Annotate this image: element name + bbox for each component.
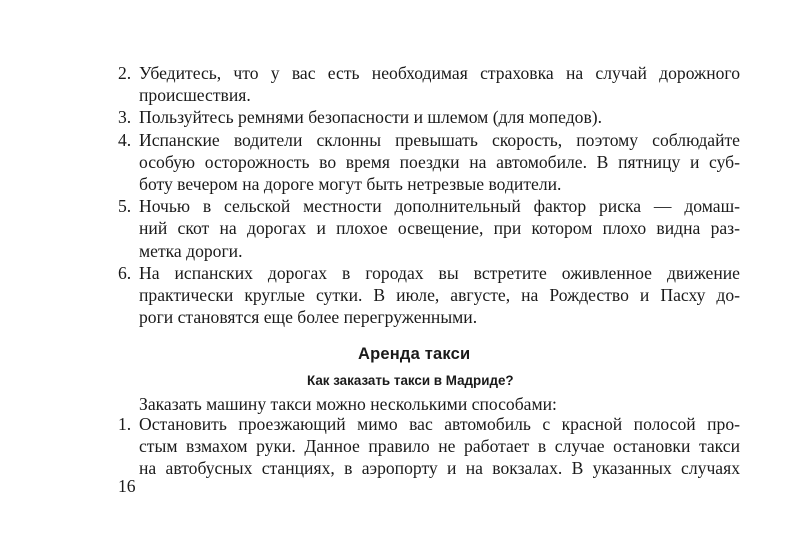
item-line: ний скот на дорогах и плохое освещение, при котором плохо видна раз- bbox=[139, 218, 740, 239]
item-line: Ночью в сельской местности дополнительный фактор риска — домаш- bbox=[139, 196, 740, 217]
item-number: 4. bbox=[118, 129, 132, 150]
page-number: 16 bbox=[118, 476, 136, 496]
section-title: Аренда такси bbox=[358, 345, 471, 363]
item-line: На испанских дорогах в городах вы встретите оживленное движение bbox=[139, 262, 740, 283]
item-line: роги становятся еще более перегруженными. bbox=[139, 307, 478, 328]
list-item bbox=[118, 106, 740, 128]
item-line: Испанские водители склонны превышать скорость, поэтому соблюдайте bbox=[139, 129, 740, 150]
item-line: Убедитесь, что у вас есть необходимая страховка на случай дорожного bbox=[139, 63, 740, 83]
list-item bbox=[118, 129, 740, 196]
item-number: 1. bbox=[118, 414, 132, 434]
item-line: Пользуйтесь ремнями безопасности и шлемом (для мопедов). bbox=[139, 107, 603, 128]
list-item bbox=[118, 195, 740, 262]
item-line: происшествия. bbox=[139, 85, 251, 106]
taxi-methods-list bbox=[118, 413, 740, 480]
item-number: 2. bbox=[118, 63, 132, 83]
item-line: стым взмахом руки. Данное правило не работает в случае остановки такси bbox=[139, 436, 740, 457]
item-number: 5. bbox=[118, 196, 132, 217]
item-line: практически круглые сутки. В июле, августе, на Рождество и Пасху до- bbox=[139, 285, 740, 306]
list-item bbox=[118, 62, 740, 106]
intro-paragraph: Заказать машину такси можно несколькими способами: bbox=[139, 394, 557, 414]
list-item bbox=[118, 262, 740, 329]
item-number: 6. bbox=[118, 262, 132, 283]
item-line: боту вечером на дороге могут быть нетрезвые водители. bbox=[139, 174, 562, 195]
safety-tips-list bbox=[118, 62, 740, 328]
item-line: Остановить проезжающий мимо вас автомобиль с красной полосой про- bbox=[139, 414, 740, 434]
item-line: метка дороги. bbox=[139, 240, 243, 261]
list-item bbox=[118, 413, 740, 480]
section-subtitle: Как заказать такси в Мадриде? bbox=[307, 373, 514, 388]
item-line: особую осторожность во время поездки на автомобиле. В пятницу и суб- bbox=[139, 151, 740, 172]
item-line: на автобусных станциях, в аэропорту и на вокзалах. В указанных случаях bbox=[139, 458, 740, 479]
item-number: 3. bbox=[118, 107, 132, 128]
